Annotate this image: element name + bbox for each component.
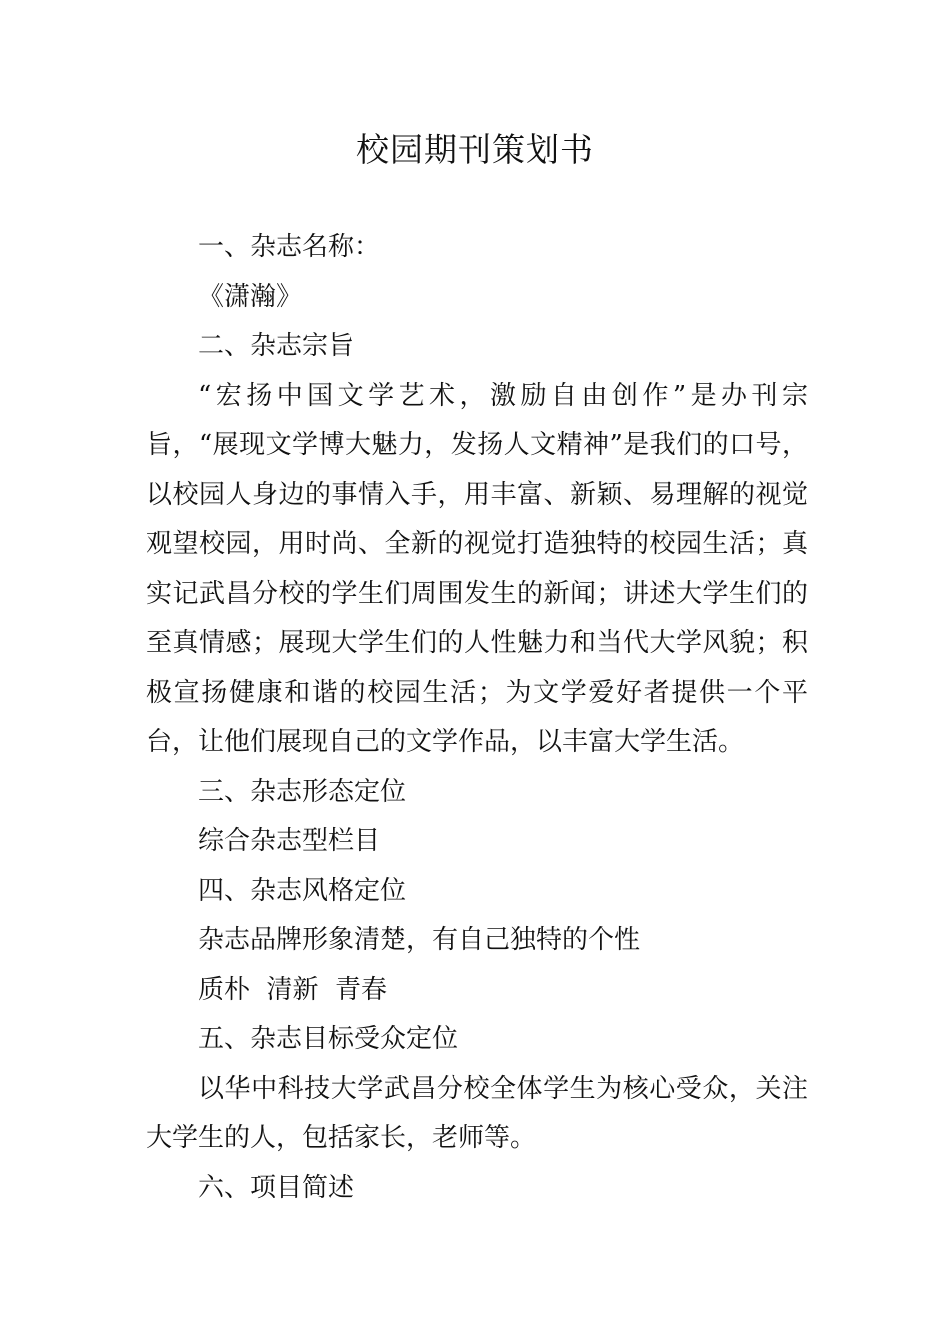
- heading-magazine-purpose: 二、杂志宗旨: [198, 331, 355, 361]
- heading-magazine-name: 一、杂志名称：: [198, 232, 381, 262]
- heading-target-audience: 五、杂志目标受众定位: [198, 1024, 459, 1054]
- heading-project-overview: 六、项目简述: [198, 1172, 355, 1203]
- magazine-style-text: 杂志品牌形象清楚，有自己独特的个性: [198, 925, 641, 955]
- magazine-form-text: 综合杂志型栏目: [198, 826, 381, 856]
- document-title: 校园期刊策划书: [356, 130, 594, 169]
- document-body: [146, 223, 808, 1213]
- magazine-style-keywords: 质朴 清新 青春: [198, 974, 388, 1005]
- target-audience-text: 以华中科技大学武昌分校全体学生为核心受众，关注大学生的人，包括家长，老师等。: [146, 1073, 808, 1153]
- magazine-name-text: 《潇瀚》: [198, 281, 303, 312]
- heading-magazine-style: 四、杂志风格定位: [198, 875, 407, 906]
- heading-magazine-form: 三、杂志形态定位: [198, 776, 407, 807]
- magazine-purpose-text: “宏扬中国文学艺术，激励自由创作”是办刊宗旨，“展现文学博大魅力，发扬人文精神”是我们的口号，以校园人身边的事情入手，用丰富、新颖、易理解的视觉观望校园，用时尚、全新的视觉打造独特的校园生活；真实记武昌分校的学生们周围发生的新闻；讲述大学生们的至真情感；展现大学生们的人性魅力和当代大学风貌；积极宣扬健康和谐的校园生活；为文学爱好者提供一个平台，让他们展现自己的文学作品，以丰富大学生活。: [146, 380, 808, 757]
